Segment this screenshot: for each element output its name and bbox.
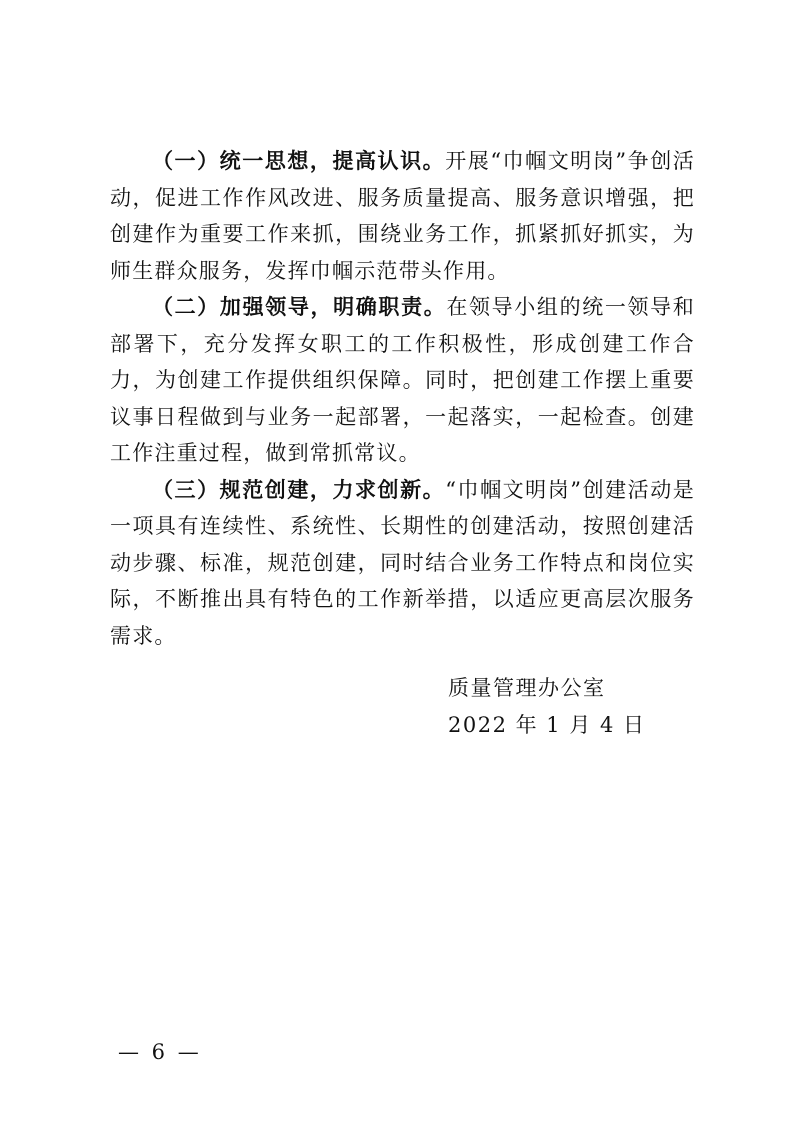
signature-organization: 质量管理办公室 <box>448 676 606 700</box>
paragraph-2-text: 在领导小组的统一领导和部署下，充分发挥女职工的工作积极性，形成创建工作合力，为创建工作提供组织保障。同时，把创建工作摆上重要议事日程做到与业务一起部署，一起落实，一起检查。创建工作注重过程，做到常抓常议。 <box>110 295 695 465</box>
signature-date: 2022 年 1 月 4 日 <box>448 713 646 737</box>
paragraph-1-text: 开展“巾帼文明岗”争创活动，促进工作作风改进、服务质量提高、服务意识增强，把创建作为重要工作来抓，围绕业务工作，抓紧抓好抓实，为师生群众服务，发挥巾帼示范带头作用。 <box>110 149 695 283</box>
paragraph-3 <box>110 472 695 655</box>
paragraph-3-heading: （三）规范创建，力求创新。 <box>152 476 446 502</box>
document-body <box>110 143 695 654</box>
signature-block <box>448 670 646 744</box>
paragraph-1 <box>110 143 695 289</box>
paragraph-2-heading: （二）加强领导，明确职责。 <box>152 294 447 319</box>
paragraph-1-heading: （一）统一思想，提高认识。 <box>152 148 446 173</box>
paragraph-3-text: “巾帼文明岗”创建活动是一项具有连续性、系统性、长期性的创建活动，按照创建活动步骤、标准，规范创建，同时结合业务工作特点和岗位实际，不断推出具有特色的工作新举措，以适应更高层次服务需求。 <box>110 477 695 648</box>
paragraph-2 <box>110 289 695 472</box>
page-number: — 6 — <box>118 1040 202 1064</box>
